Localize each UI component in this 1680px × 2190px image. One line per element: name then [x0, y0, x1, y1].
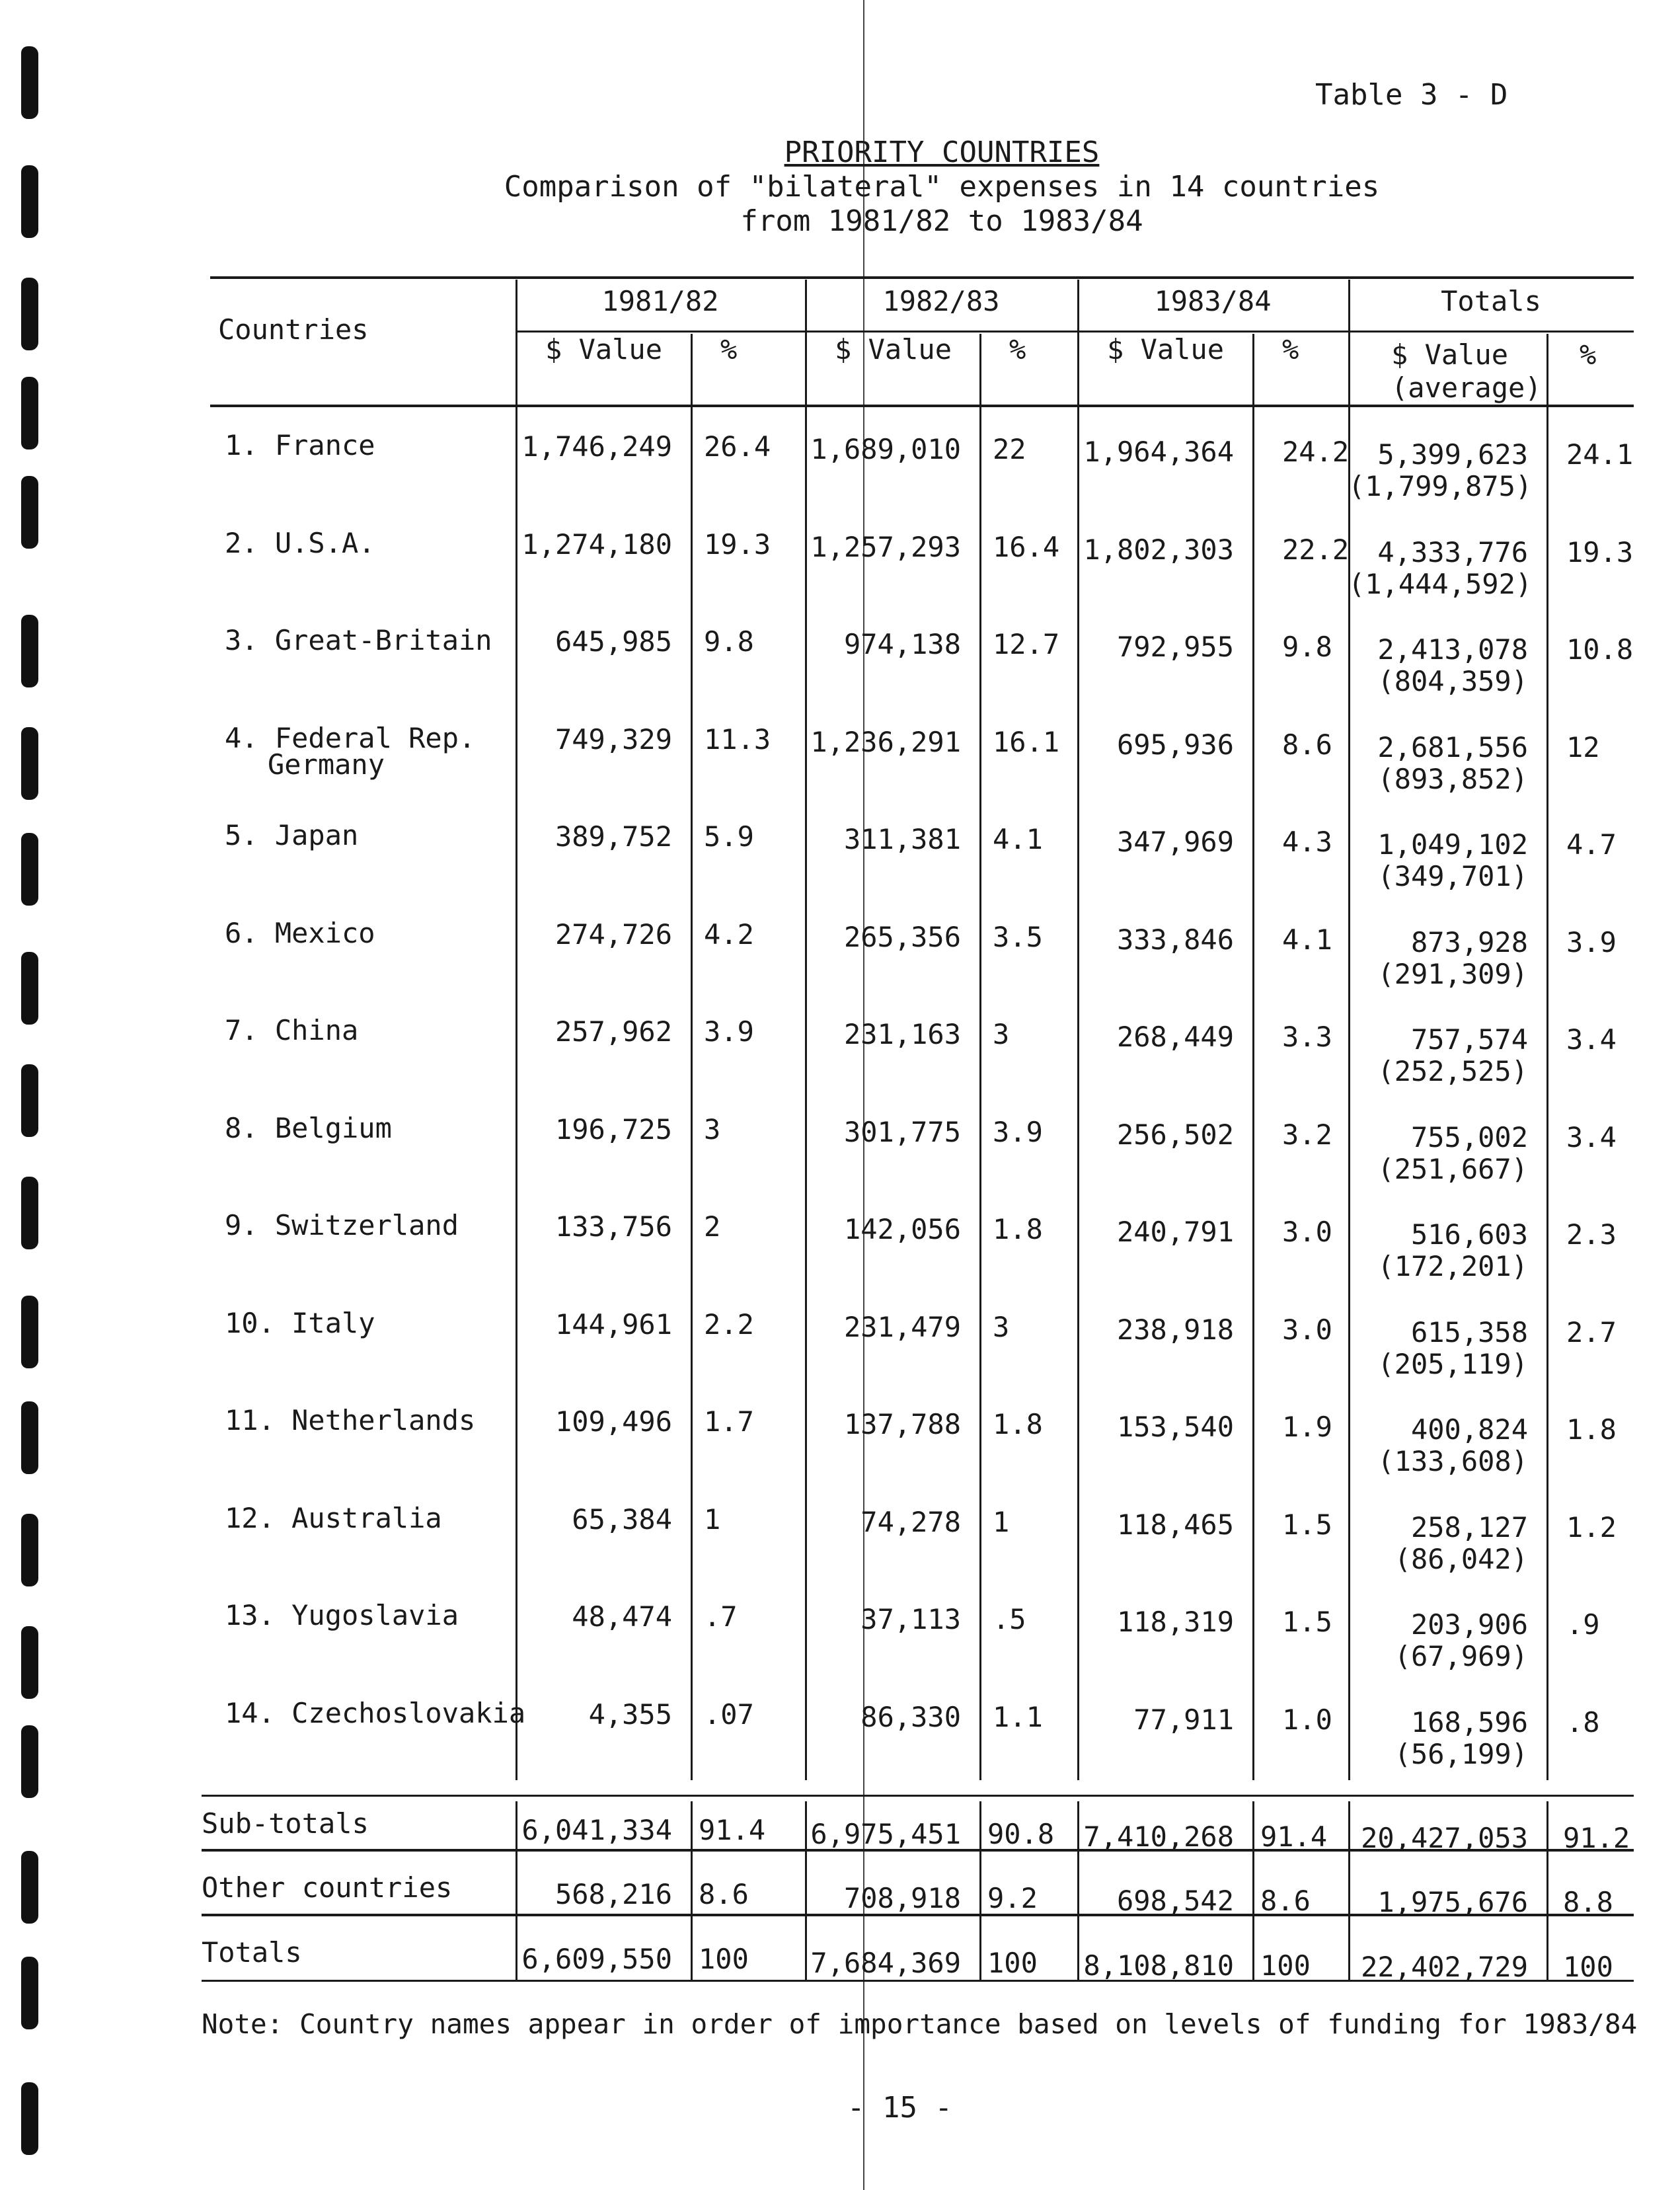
summary-pct-1982: 9.2 [987, 1882, 1038, 1914]
value-1983: 118,465 [1116, 1508, 1234, 1541]
value-1983: 1,964,364 [1083, 436, 1234, 468]
average-value: (1,799,875) [1348, 470, 1533, 502]
value-1983: 333,846 [1116, 923, 1234, 956]
summary-divider-6 [1252, 1801, 1254, 1980]
footnote: Note: Country names appear in order of importance based on levels of funding for 1983/84 [202, 2008, 1638, 2040]
average-value: (804,359) [1377, 665, 1528, 697]
total-pct: 4.7 [1566, 828, 1617, 861]
total-pct: 12 [1566, 731, 1600, 763]
value-1982: 86,330 [860, 1701, 961, 1733]
summary-divider-5 [1077, 1801, 1079, 1980]
country-name: 8. Belgium [225, 1112, 392, 1144]
pct-1981: .07 [704, 1698, 754, 1731]
summary-value-1983: 7,410,268 [1083, 1820, 1234, 1853]
header-value-3: $ Value [1107, 333, 1225, 366]
average-value: (1,444,592) [1348, 568, 1533, 600]
pct-1983: 4.3 [1282, 826, 1332, 858]
average-value: (56,199) [1394, 1738, 1528, 1770]
header-subrule [515, 331, 1634, 332]
pct-1981: 2.2 [704, 1308, 754, 1341]
total-value: 2,681,556 [1377, 731, 1528, 763]
total-value: 2,413,078 [1377, 633, 1528, 666]
pct-1983: 3.3 [1282, 1021, 1332, 1053]
pct-1982: 12.7 [993, 628, 1060, 660]
summary-label: Other countries [202, 1871, 453, 1904]
header-bottom-rule [210, 405, 1634, 407]
average-value: (893,852) [1377, 763, 1528, 795]
summary-pct-1982: 100 [987, 1947, 1038, 1979]
value-1983: 77,911 [1133, 1703, 1234, 1736]
pct-1982: 3.5 [993, 921, 1043, 953]
pct-divider-4 [1546, 334, 1548, 1780]
total-value: 757,574 [1410, 1023, 1528, 1056]
pct-1982: 3 [993, 1018, 1010, 1050]
country-name: 5. Japan [225, 819, 359, 851]
total-value: 168,596 [1410, 1706, 1528, 1739]
value-1982: 142,056 [843, 1213, 961, 1245]
value-1982: 265,356 [843, 921, 961, 953]
value-1982: 231,479 [843, 1311, 961, 1343]
summary-total-value: 20,427,053 [1361, 1822, 1528, 1854]
summary-pct-1981: 100 [699, 1943, 749, 1975]
pct-1981: 1 [704, 1503, 721, 1536]
country-name: 10. Italy [225, 1307, 375, 1339]
value-1981: 144,961 [554, 1308, 672, 1341]
header-period-2: 1982/83 [882, 285, 1000, 317]
summary-pct-1981: 91.4 [699, 1814, 766, 1846]
value-1982: 974,138 [843, 628, 961, 660]
country-name: 3. Great-Britain [225, 624, 492, 656]
average-value: (205,119) [1377, 1348, 1528, 1380]
pct-1982: .5 [993, 1603, 1026, 1635]
pct-1983: 1.5 [1282, 1606, 1332, 1638]
average-value: (291,309) [1377, 958, 1528, 990]
value-1982: 74,278 [860, 1506, 961, 1538]
total-value: 4,333,776 [1377, 536, 1528, 568]
total-pct: 1.2 [1566, 1511, 1617, 1544]
pct-1982: 1 [993, 1506, 1010, 1538]
value-1982: 301,775 [843, 1116, 961, 1148]
pct-divider-2 [979, 334, 981, 1780]
total-value: 1,049,102 [1377, 828, 1528, 861]
pct-1983: 3.0 [1282, 1313, 1332, 1346]
page-title: PRIORITY COUNTRIES [784, 136, 1100, 169]
summary-pct-1983: 91.4 [1260, 1820, 1328, 1853]
subtitle-line-1: Comparison of "bilateral" expenses in 14 countries [504, 170, 1380, 204]
pct-1983: 22.2 [1282, 533, 1350, 566]
summary-value-1981: 6,609,550 [521, 1943, 672, 1975]
value-1982: 231,163 [843, 1018, 961, 1050]
value-1981: 257,962 [554, 1015, 672, 1048]
title-block [463, 136, 1421, 239]
total-value: 400,824 [1410, 1413, 1528, 1446]
total-value: 203,906 [1410, 1608, 1528, 1641]
average-value: (172,201) [1377, 1250, 1528, 1282]
value-1981: 196,725 [554, 1113, 672, 1146]
country-name: 4. Federal Rep. [225, 722, 476, 754]
summary-divider-1 [515, 1801, 517, 1980]
summary-divider-7 [1348, 1801, 1350, 1980]
total-value: 755,002 [1410, 1121, 1528, 1154]
average-value: (251,667) [1377, 1153, 1528, 1185]
pct-1982: 1.8 [993, 1213, 1043, 1245]
pct-1981: 19.3 [704, 528, 771, 561]
subtitle-line-2: from 1981/82 to 1983/84 [740, 204, 1143, 238]
value-1983: 347,969 [1116, 826, 1234, 858]
value-1983: 118,319 [1116, 1606, 1234, 1638]
average-value: (86,042) [1394, 1543, 1528, 1575]
value-1982: 311,381 [843, 823, 961, 855]
value-1982: 1,689,010 [810, 433, 961, 465]
total-pct: 3.4 [1566, 1121, 1617, 1154]
average-value: (133,608) [1377, 1445, 1528, 1477]
pct-1981: 4.2 [704, 918, 754, 951]
country-name: 13. Yugoslavia [225, 1599, 459, 1631]
summary-value-1982: 708,918 [843, 1882, 961, 1914]
average-value: (252,525) [1377, 1055, 1528, 1087]
value-1981: 1,746,249 [521, 430, 672, 463]
value-1981: 645,985 [554, 625, 672, 658]
value-1981: 48,474 [572, 1600, 672, 1633]
header-value-2: $ Value [835, 333, 952, 366]
value-1983: 153,540 [1116, 1411, 1234, 1443]
pct-1982: 16.1 [993, 726, 1060, 758]
value-1983: 1,802,303 [1083, 533, 1234, 566]
summary-total-pct: 8.8 [1563, 1886, 1613, 1918]
summary-total-pct: 91.2 [1563, 1822, 1630, 1854]
pct-1983: 3.2 [1282, 1118, 1332, 1151]
pct-1982: 3 [993, 1311, 1010, 1343]
country-name: 9. Switzerland [225, 1209, 459, 1241]
total-pct: 2.7 [1566, 1316, 1617, 1349]
average-value: (67,969) [1394, 1640, 1528, 1672]
summary-pct-1983: 100 [1260, 1949, 1311, 1982]
header-period-4: Totals [1441, 285, 1541, 317]
header-value-1: $ Value [545, 333, 663, 366]
header-period-3: 1983/84 [1154, 285, 1272, 317]
total-pct: .8 [1566, 1706, 1600, 1739]
page-fold-line [863, 0, 864, 2190]
country-name-line-2: Germany [268, 748, 385, 781]
total-value: 258,127 [1410, 1511, 1528, 1544]
value-1981: 65,384 [572, 1503, 672, 1536]
total-value: 516,603 [1410, 1218, 1528, 1251]
binder-holes [9, 0, 62, 2190]
pct-1982: 1.8 [993, 1408, 1043, 1440]
pct-1983: 1.9 [1282, 1411, 1332, 1443]
total-pct: 1.8 [1566, 1413, 1617, 1446]
total-pct: 10.8 [1566, 633, 1634, 666]
value-1982: 1,257,293 [810, 531, 961, 563]
pct-1981: 26.4 [704, 430, 771, 463]
total-pct: 24.1 [1566, 438, 1634, 471]
value-1983: 256,502 [1116, 1118, 1234, 1151]
pct-1981: 1.7 [704, 1405, 754, 1438]
header-countries: Countries [218, 313, 369, 346]
pct-1981: 3 [704, 1113, 721, 1146]
header-pct-2: % [1009, 333, 1026, 366]
summary-divider-2 [691, 1801, 693, 1980]
subtotal-top-rule [202, 1795, 1634, 1797]
summary-pct-1982: 90.8 [987, 1818, 1055, 1850]
country-name: 2. U.S.A. [225, 527, 375, 559]
pct-1981: 5.9 [704, 820, 754, 853]
country-name: 1. France [225, 429, 375, 461]
pct-divider-1 [691, 334, 693, 1780]
summary-value-1983: 8,108,810 [1083, 1949, 1234, 1982]
pct-1983: 8.6 [1282, 728, 1332, 761]
total-value: 5,399,623 [1377, 438, 1528, 471]
value-1981: 109,496 [554, 1405, 672, 1438]
pct-1982: 1.1 [993, 1701, 1043, 1733]
header-pct-total: % [1580, 338, 1597, 371]
pct-1982: 4.1 [993, 823, 1043, 855]
total-value: 615,358 [1410, 1316, 1528, 1349]
summary-total-pct: 100 [1563, 1951, 1613, 1983]
header-value-total: $ Value [1391, 338, 1509, 371]
value-1981: 1,274,180 [521, 528, 672, 561]
value-1981: 4,355 [588, 1698, 672, 1731]
average-value: (349,701) [1377, 860, 1528, 892]
summary-label: Totals [202, 1936, 302, 1969]
summary-value-1982: 7,684,369 [810, 1947, 961, 1979]
total-pct: .9 [1566, 1608, 1600, 1641]
page-number: - 15 - [847, 2091, 952, 2125]
summary-total-value: 22,402,729 [1361, 1951, 1528, 1983]
country-name: 7. China [225, 1014, 359, 1046]
pct-1981: 9.8 [704, 625, 754, 658]
country-name: 12. Australia [225, 1502, 442, 1534]
pct-1983: 4.1 [1282, 923, 1332, 956]
value-1982: 37,113 [860, 1603, 961, 1635]
country-name: 11. Netherlands [225, 1404, 476, 1436]
summary-label: Sub-totals [202, 1807, 369, 1840]
value-1983: 792,955 [1116, 631, 1234, 663]
pct-1981: 2 [704, 1210, 721, 1243]
value-1982: 1,236,291 [810, 726, 961, 758]
pct-1983: 24.2 [1282, 436, 1350, 468]
pct-1982: 16.4 [993, 531, 1060, 563]
pct-1983: 1.0 [1282, 1703, 1332, 1736]
value-1983: 240,791 [1116, 1216, 1234, 1248]
value-1983: 268,449 [1116, 1021, 1234, 1053]
header-pct-3: % [1282, 333, 1299, 366]
pct-1983: 9.8 [1282, 631, 1332, 663]
total-value: 873,928 [1410, 926, 1528, 958]
total-pct: 2.3 [1566, 1218, 1617, 1251]
value-1981: 274,726 [554, 918, 672, 951]
header-average: (average) [1391, 372, 1542, 404]
pct-1983: 3.0 [1282, 1216, 1332, 1248]
total-pct: 3.4 [1566, 1023, 1617, 1056]
pct-1982: 3.9 [993, 1116, 1043, 1148]
value-1982: 137,788 [843, 1408, 961, 1440]
summary-pct-1983: 8.6 [1260, 1885, 1311, 1917]
total-pct: 19.3 [1566, 536, 1634, 568]
summary-divider-3 [805, 1801, 807, 1980]
summary-total-value: 1,975,676 [1377, 1886, 1528, 1918]
value-1981: 133,756 [554, 1210, 672, 1243]
pct-1981: 3.9 [704, 1015, 754, 1048]
value-1983: 695,936 [1116, 728, 1234, 761]
summary-pct-1981: 8.6 [699, 1878, 749, 1910]
summary-divider-4 [979, 1801, 981, 1980]
pct-1983: 1.5 [1282, 1508, 1332, 1541]
value-1981: 389,752 [554, 820, 672, 853]
value-1981: 749,329 [554, 723, 672, 756]
summary-value-1981: 568,216 [554, 1878, 672, 1910]
pct-1981: .7 [704, 1600, 738, 1633]
value-1983: 238,918 [1116, 1313, 1234, 1346]
pct-1981: 11.3 [704, 723, 771, 756]
header-pct-1: % [720, 333, 738, 366]
pct-1982: 22 [993, 433, 1026, 465]
header-period-1: 1981/82 [601, 285, 719, 317]
summary-value-1981: 6,041,334 [521, 1814, 672, 1846]
table-top-rule [210, 276, 1634, 279]
country-name: 6. Mexico [225, 917, 375, 949]
pct-divider-3 [1252, 334, 1254, 1780]
table-label: Table 3 - D [1315, 78, 1508, 112]
summary-value-1982: 6,975,451 [810, 1818, 961, 1850]
summary-divider-8 [1546, 1801, 1548, 1980]
total-pct: 3.9 [1566, 926, 1617, 958]
country-name: 14. Czechoslovakia [225, 1697, 526, 1729]
summary-value-1983: 698,542 [1116, 1885, 1234, 1917]
